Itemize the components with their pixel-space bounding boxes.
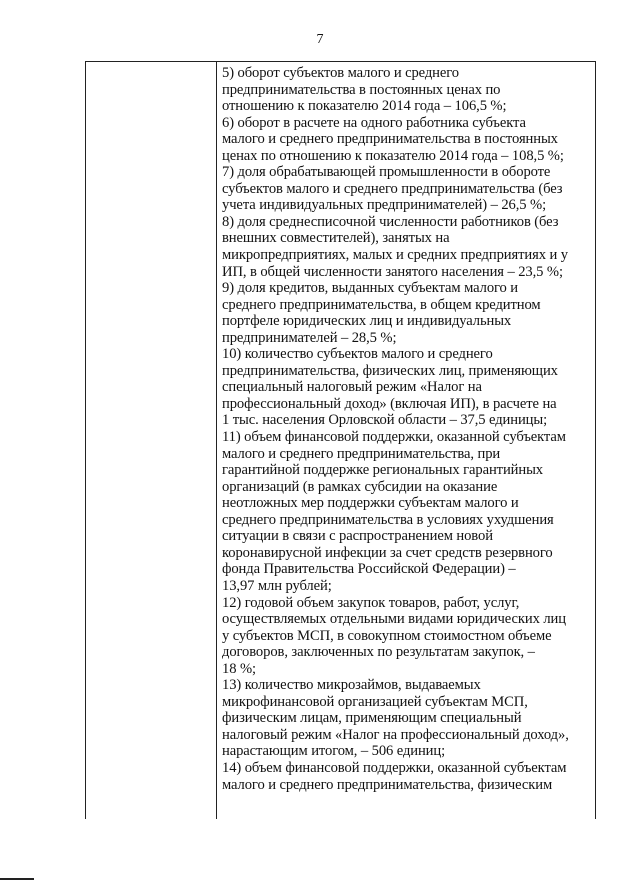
text-line: предпринимателей – 28,5 %; (222, 329, 397, 346)
text-line: 6) оборот в расчете на одного работника субъекта (222, 114, 526, 131)
text-line: ИП, в общей численности занятого населения – 23,5 %; (222, 263, 563, 280)
text-line: нарастающим итогом, – 506 единиц; (222, 743, 446, 760)
text-line: 9) доля кредитов, выданных субъектам малого и (222, 280, 519, 297)
text-line: ситуации в связи с распространением новой (222, 528, 493, 545)
text-line: учета индивидуальных предпринимателей) – 26,5 %; (222, 197, 547, 214)
text-line: 7) доля обрабатывающей промышленности в обороте (222, 164, 551, 181)
text-line: 8) доля среднесписочной численности работников (без (222, 213, 559, 230)
text-line: физическим лицам, применяющим специальный (222, 710, 522, 727)
text-line: 12) годовой объем закупок товаров, работ, услуг, (222, 594, 520, 611)
text-line: отношению к показателю 2014 года – 106,5 %; (222, 98, 507, 115)
text-line: 13,97 млн рублей; (222, 577, 332, 594)
text-line: фонда Правительства Российской Федерации) – (222, 561, 516, 578)
text-line: договоров, заключенных по результатам закупок, – (222, 644, 535, 661)
text-line: малого и среднего предпринимательства, при (222, 445, 501, 462)
text-line: 11) объем финансовой поддержки, оказанной субъектам (222, 429, 566, 446)
text-line: малого и среднего предпринимательства в постоянных (222, 131, 558, 148)
text-line: предпринимательства, физических лиц, применяющих (222, 362, 558, 379)
page-number: 7 (316, 32, 324, 47)
text-line: 10) количество субъектов малого и среднего (222, 346, 493, 363)
text-line: среднего предпринимательства, в общем кредитном (222, 296, 541, 313)
text-line: микрофинансовой организацией субъектам МСП, (222, 693, 528, 710)
text-line: 1 тыс. населения Орловской области – 37,5 единицы; (222, 412, 548, 429)
document-table (85, 61, 596, 819)
text-line: внешних совместителей), занятых на (222, 230, 450, 247)
text-line: организаций (в рамках субсидии на оказание (222, 478, 498, 495)
text-line: коронавирусной инфекции за счет средств резервного (222, 544, 553, 561)
text-line: среднего предпринимательства в условиях ухудшения (222, 511, 554, 528)
text-line: специальный налоговый режим «Налог на (222, 379, 482, 396)
text-line: у субъектов МСП, в совокупном стоимостном объеме (222, 627, 552, 644)
text-line: осуществляемых отдельными видами юридических лиц (222, 611, 566, 628)
text-line: 14) объем финансовой поддержки, оказанной субъектам (222, 759, 567, 776)
text-line: ценах по отношению к показателю 2014 года – 108,5 %; (222, 147, 564, 164)
text-line: микропредприятиях, малых и средних предприятиях и у (222, 247, 568, 264)
text-line: портфеле юридических лиц и индивидуальных (222, 313, 512, 330)
indicator-list-cell (222, 65, 595, 793)
text-line: малого и среднего предпринимательства, физическим (222, 776, 553, 793)
text-line: субъектов малого и среднего предпринимательства (без (222, 180, 563, 197)
text-line: 13) количество микрозаймов, выдаваемых (222, 677, 481, 694)
text-line: неотложных мер поддержки субъектам малого и (222, 495, 519, 512)
column-divider (216, 62, 217, 819)
text-line: 5) оборот субъектов малого и среднего (222, 65, 459, 81)
text-line: предпринимательства в постоянных ценах по (222, 81, 501, 98)
bottom-rule (0, 878, 34, 880)
text-line: 18 %; (222, 660, 256, 677)
text-line: налоговый режим «Налог на профессиональный доход», (222, 726, 569, 743)
text-line: профессиональный доход» (включая ИП), в расчете на (222, 395, 557, 412)
text-line: гарантийной поддержке региональных гарантийных (222, 462, 543, 479)
